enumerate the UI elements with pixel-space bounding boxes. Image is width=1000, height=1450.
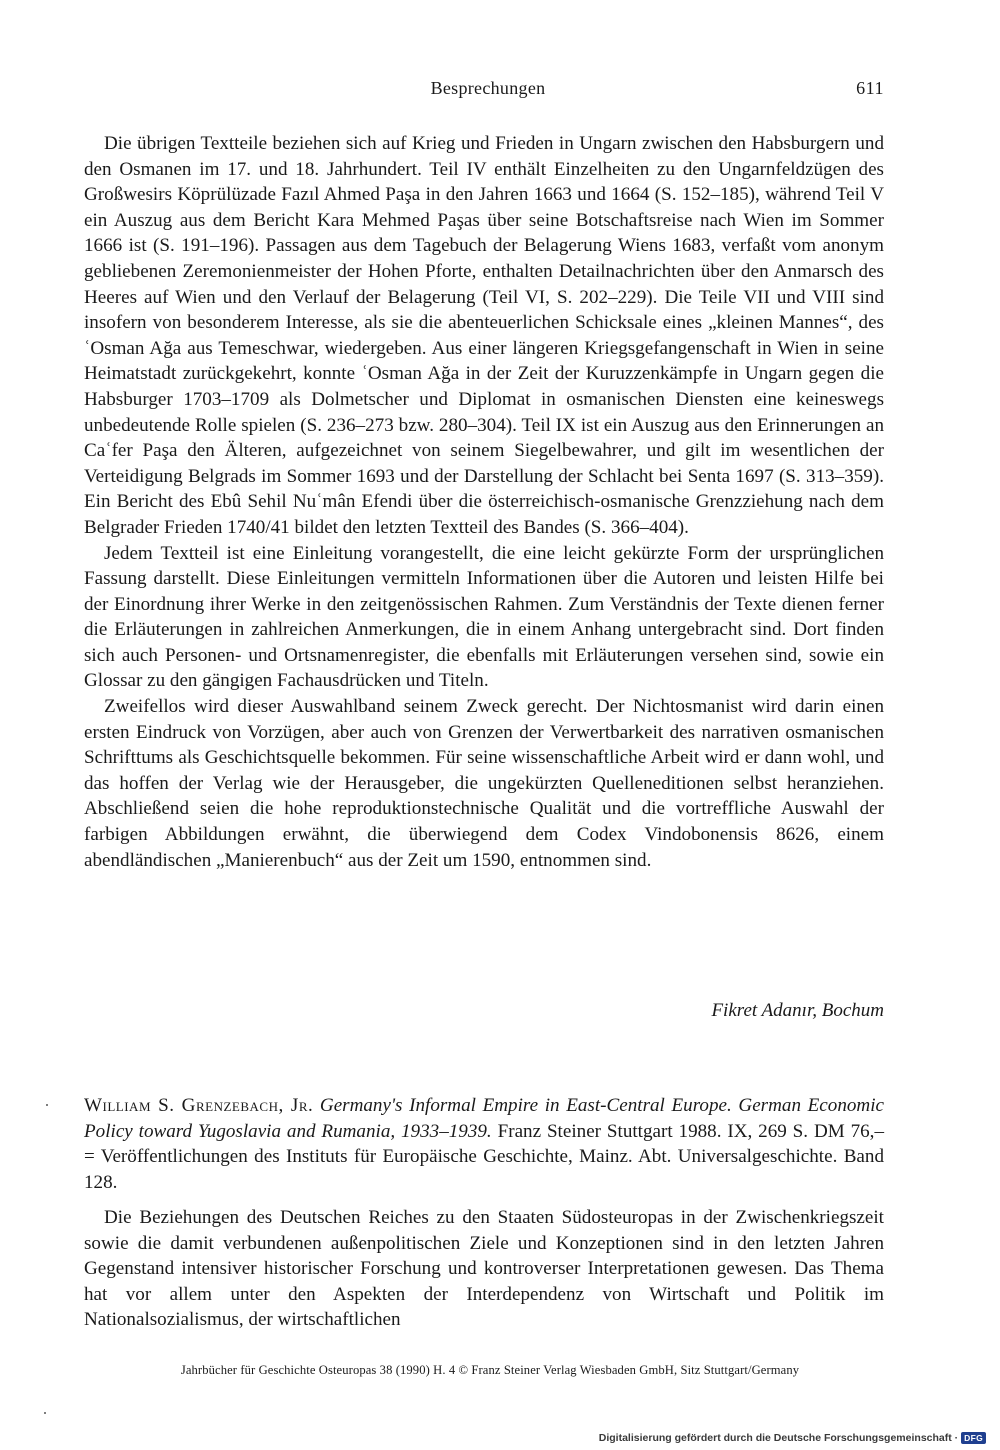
book-author: William S. Grenzebach, Jr. [84, 1095, 314, 1116]
paragraph: Jedem Textteil ist eine Einleitung vorangestellt, die eine leicht gekürzte Form der ursprünglichen Fassung darstellt. Diese Einleitungen vermitteln Informationen über die Autoren und leisten Hilfe bei der Einordnung ihrer Werke in den zeitgenössischen Rahmen. Zum Verständnis der Texte dienen ferner die Erläuterungen in zahlreichen Anmerkungen, die in einem Anhang untergebracht sind. Dort finden sich auch Personen- und Ortsnamenregister, die ebenfalls mit Erläuterungen versehen sind, sowie ein Glossar zu den gängigen Fachausdrücken und Titeln. [84, 542, 884, 692]
book-title: Germany's Informal Empire in East-Central Europe. German Economic Policy toward Yugoslavia and Rumania, 1933–1939. [84, 1095, 884, 1142]
paragraph: Die übrigen Textteile beziehen sich auf Krieg und Frieden in Ungarn zwischen den Habsburgern und den Osmanen im 17. und 18. Jahrhundert. Teil IV enthält Einzelheiten zu den Ungarnfeldzügen des Großwesirs Köprülüzade Fazıl Ahmed Paşa in den Jahren 1663 und 1664 (S. 152–185), während Teil V ein Auszug aus dem Bericht Kara Mehmed Paşas über seine Botschaftsreise nach Wien im Sommer 1666 ist (S. 191–196). Passagen aus dem Tagebuch der Belagerung Wiens 1683, verfaßt vom anonym gebliebenen Zeremonienmeister der Hohen Pforte, enthalten Detailnachrichten über den Anmarsch des Heeres auf Wien und den Verlauf der Belagerung (Teil VI, S. 202–229). Die Teile VII und VIII sind insofern von besonderem Interesse, als sie die abenteuerlichen Schicksale eines „kleinen Mannes“, des ʿOsman Ağa aus Temeschwar, wiedergeben. Aus einer längeren Kriegsgefangenschaft in Wien in seine Heimatstadt zurückgekehrt, konnte ʿOsman Ağa in der Zeit der Kuruzzenkämpfe in Ungarn gegen die Habsburger 1703–1709 als Dolmetscher und Diplomat in osmanischen Diensten eine keineswegs unbedeutende Rolle spielen (S. 236–273 bzw. 280–304). Teil IX ist ein Auszug aus den Erinnerungen an Caʿfer Paşa den Älteren, aufgezeichnet von seinem Siegelbewahrer, und gilt im wesentlichen der Verteidigung Belgrads im Sommer 1693 und der Darstellung der Schlacht bei Senta 1697 (S. 313–359). Ein Bericht des Ebû Sehil Nuʿmân Efendi über die österreichisch-osmanische Grenzziehung nach dem Belgrader Frieden 1740/41 bildet den letzten Textteil des Bandes (S. 366–404). [84, 133, 884, 538]
reviewer-signature: Fikret Adanır, Bochum [711, 1000, 884, 1021]
digitization-credit [599, 1432, 986, 1444]
credit-text: Digitalisierung gefördert durch die Deutsche Forschungsgemeinschaft · [598, 1432, 959, 1444]
paragraph: Die Beziehungen des Deutschen Reiches zu den Staaten Südosteuropas in der Zwischenkriegszeit sowie die damit verbundenen außenpolitischen Ziele und Konzeptionen sind in den letzten Jahren Gegenstand intensiver historischer Forschung und kontroverser Interpretationen gewesen. Das Thema hat vor allem unter den Aspekten der Interdependenz von Wirtschaft und Politik im Nationalsozialismus, der wirtschaftlichen [84, 1207, 884, 1331]
bibliographic-entry [84, 1093, 884, 1195]
dfg-logo-icon: DFG [961, 1432, 986, 1444]
publication-details: Franz Steiner Stuttgart 1988. IX, 269 S. DM 76,– = Veröffentlichungen des Instituts für Europäische Geschichte, Mainz. Abt. Universalgeschichte. Band 128. [84, 1120, 884, 1193]
journal-footer: Jahrbücher für Geschichte Osteuropas 38 (1990) H. 4 © Franz Steiner Verlag Wiesbaden GmbH, Sitz Stuttgart/Germany [180, 1363, 800, 1377]
review-body [84, 1205, 884, 1333]
scan-speck [44, 1412, 46, 1414]
page-number: 611 [856, 78, 884, 98]
review-continuation [84, 131, 884, 873]
paragraph: Zweifellos wird dieser Auswahlband seinem Zweck gerecht. Der Nichtosmanist wird darin einen ersten Eindruck von Vorzügen, aber auch von Grenzen der Verwertbarkeit des narrativen osmanischen Schrifttums als Geschichtsquelle bekommen. Für seine wissenschaftliche Arbeit wird er dann wohl, und das hoffen der Verlag wie der Herausgeber, die ungekürzten Quelleneditionen selbst heranziehen. Abschließend seien die hohe reproduktionstechnische Qualität und die vortreffliche Auswahl der farbigen Abbildungen erwähnt, die überwiegend dem Codex Vindobonensis 8626, einem abendländischen „Manierenbuch“ aus der Zeit um 1590, entnommen sind. [84, 696, 884, 871]
scan-speck [46, 1104, 48, 1106]
running-title: Besprechungen [430, 78, 546, 98]
running-header [92, 78, 884, 104]
